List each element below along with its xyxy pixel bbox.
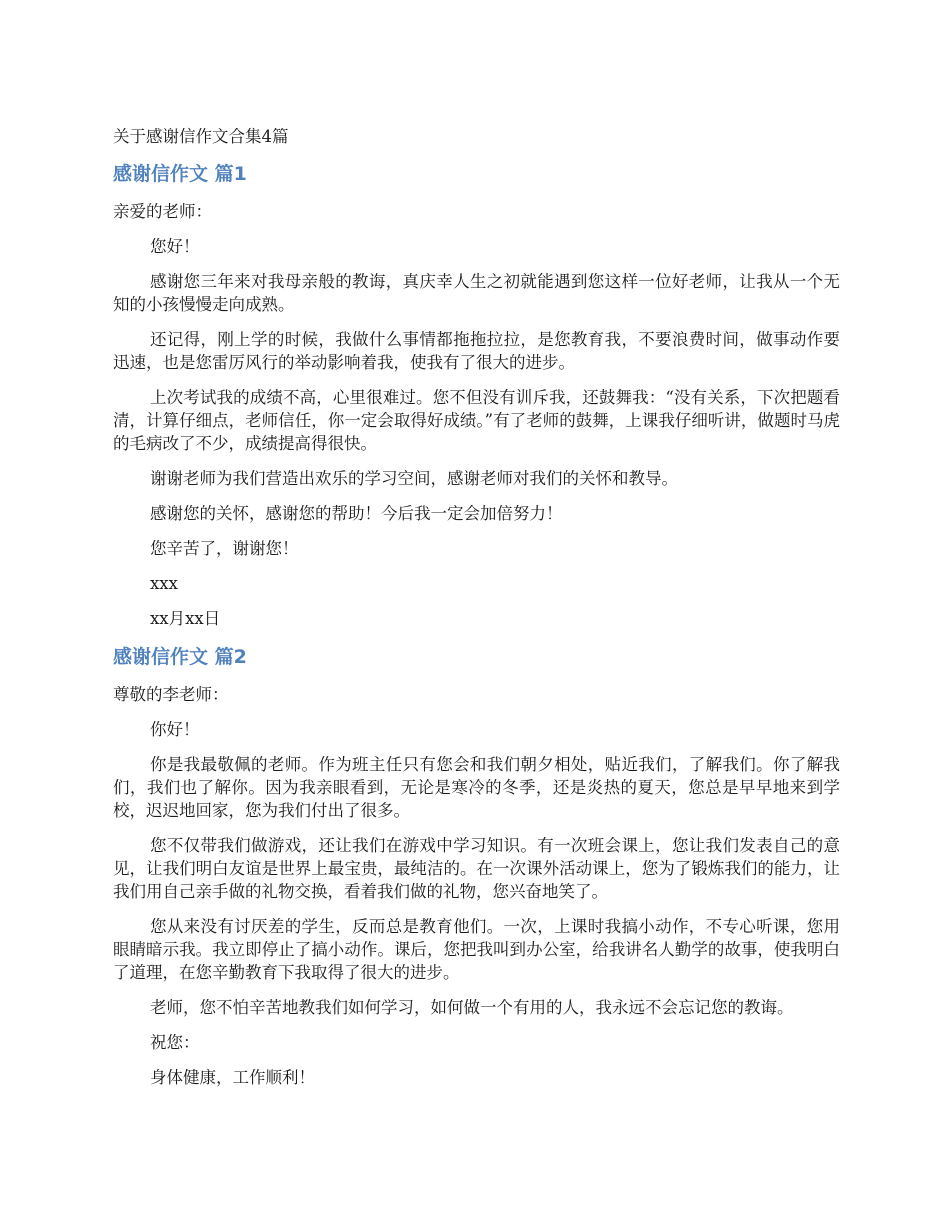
letter-wishes: 身体健康，工作顺利！ bbox=[150, 1068, 315, 1087]
letter-closing: 您辛苦了，谢谢您！ bbox=[150, 539, 299, 558]
letter-section-1 bbox=[113, 161, 840, 630]
letter-paragraph: 老师，您不怕辛苦地教我们如何学习，如何做一个有用的人，我永远不会忘记您的教诲。 bbox=[150, 998, 794, 1017]
letter-paragraph: 感谢您三年来对我母亲般的教诲，真庆幸人生之初就能遇到您这样一位好老师，让我从一个无知的小孩慢慢走向成熟。 bbox=[113, 272, 840, 314]
letter-salutation: 亲爱的老师： bbox=[113, 202, 212, 221]
letter-paragraph: 感谢您的关怀，感谢您的帮助！今后我一定会加倍努力！ bbox=[150, 504, 563, 523]
section-heading: 感谢信作文 篇2 bbox=[113, 646, 247, 668]
letter-signature: xxx bbox=[150, 574, 178, 593]
letter-greeting: 你好！ bbox=[150, 720, 200, 739]
letter-section-2 bbox=[113, 644, 840, 1089]
section-heading: 感谢信作文 篇1 bbox=[113, 163, 247, 185]
letter-salutation: 尊敬的李老师： bbox=[113, 685, 229, 704]
letter-closing: 祝您： bbox=[150, 1033, 200, 1052]
letter-paragraph: 还记得，刚上学的时候，我做什么事情都拖拖拉拉，是您教育我，不要浪费时间，做事动作要迅速，也是您雷厉风行的举动影响着我，使我有了很大的进步。 bbox=[113, 330, 840, 372]
letter-greeting: 您好！ bbox=[150, 237, 200, 256]
letter-date: xx月xx日 bbox=[150, 609, 221, 628]
letter-paragraph: 你是我最敬佩的老师。作为班主任只有您会和我们朝夕相处，贴近我们，了解我们。你了解我们，我们也了解你。因为我亲眼看到，无论是寒冷的冬季，还是炎热的夏天，您总是早早地来到学校，迟迟地回家，您为我们付出了很多。 bbox=[113, 755, 840, 820]
document-title: 关于感谢信作文合集4篇 bbox=[113, 127, 289, 146]
letter-paragraph: 您从来没有讨厌差的学生，反而总是教育他们。一次，上课时我搞小动作，不专心听课，您用眼睛暗示我。我立即停止了搞小动作。课后，您把我叫到办公室，给我讲名人勤学的故事，使我明白了道理，在您辛勤教育下我取得了很大的进步。 bbox=[113, 917, 840, 982]
letter-paragraph: 上次考试我的成绩不高，心里很难过。您不但没有训斥我，还鼓舞我：“没有关系，下次把题看清，计算仔细点，老师信任，你一定会取得好成绩。”有了老师的鼓舞，上课我仔细听讲，做题时马虎的毛病改了不少，成绩提高得很快。 bbox=[113, 388, 840, 453]
letter-paragraph: 您不仅带我们做游戏，还让我们在游戏中学习知识。有一次班会课上，您让我们发表自己的意见，让我们明白友谊是世界上最宝贵，最纯洁的。在一次课外活动课上，您为了锻炼我们的能力，让我们用自己亲手做的礼物交换，看着我们做的礼物，您兴奋地笑了。 bbox=[113, 836, 840, 901]
letter-paragraph: 谢谢老师为我们营造出欢乐的学习空间，感谢老师对我们的关怀和教导。 bbox=[150, 469, 678, 488]
document-body bbox=[113, 124, 840, 1101]
